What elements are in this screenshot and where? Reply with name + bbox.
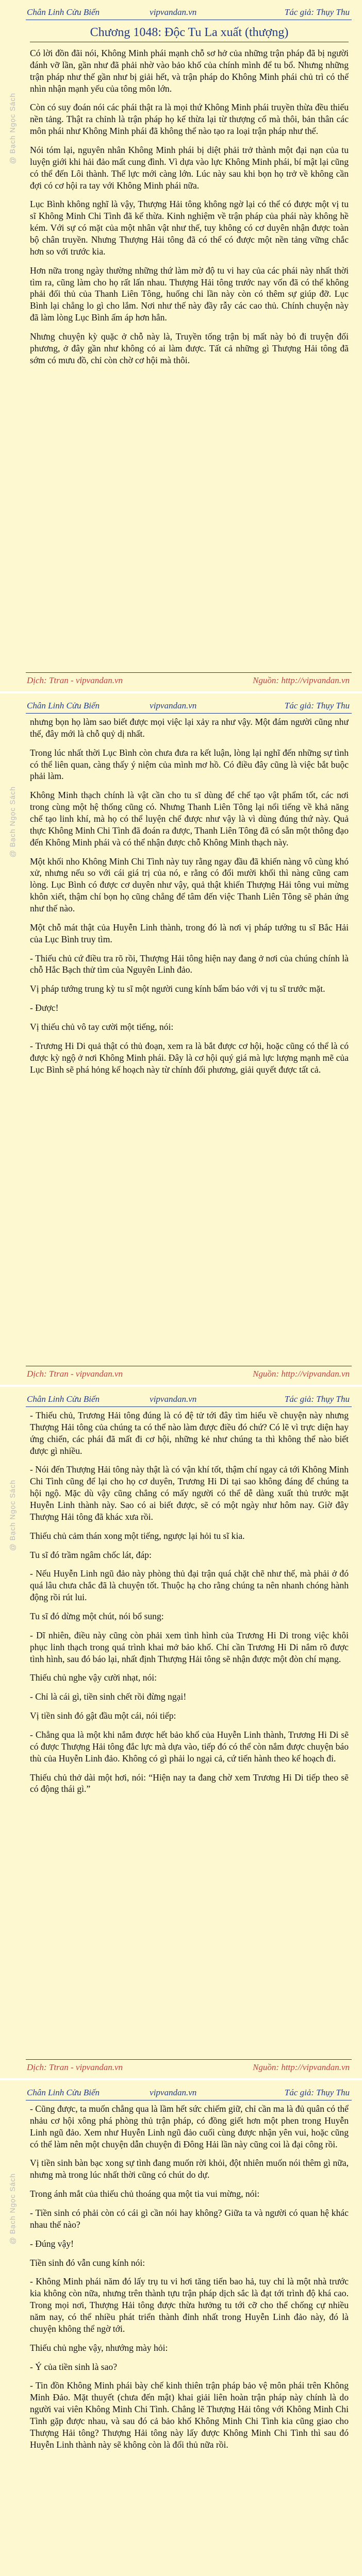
- page-4: [0, 2080, 362, 2576]
- footer-source: Nguồn: http://vipvandan.vn: [253, 2062, 350, 2072]
- header-book-title: Chân Linh Cửu Biến: [27, 7, 100, 17]
- header-author: Tác giả: Thụy Thu: [284, 701, 350, 710]
- paragraph: Một khối nho Không Minh Chi Tình này tuy rằng ngay đầu đã khiến nàng vô cùng khó xử, nhưng nếu so với cái giá trị của nó, e rằng có đổi mười khối thì nàng cũng cam lòng. Lục Bình có được cơ duyên như vậy, quả thật khiến Thượng Hải tông vui mừng khôn xiết, thậm chí bọn họ cũng chẳng để tâm đến việc Thanh Liên Tông sẽ phản ứng như thế nào.: [30, 856, 349, 914]
- paragraph: - Tiền sinh có phải còn có cái gì cần nói hay không? Giữa ta và người có quan hệ khác nhau thế nào?: [30, 2208, 349, 2230]
- watermark-text: @ Bạch Ngọc Sách: [8, 786, 17, 858]
- page-content: [30, 23, 349, 670]
- running-footer: [26, 672, 352, 687]
- watermark-sidebar: [2, 1387, 23, 2078]
- running-header: [26, 1392, 352, 1407]
- footer-source: Nguồn: http://vipvandan.vn: [253, 1369, 350, 1379]
- footer-source: Nguồn: http://vipvandan.vn: [253, 675, 350, 685]
- running-header: [26, 2086, 352, 2100]
- paragraph: Thiếu chủ nghe vậy cười nhạt, nói:: [30, 1672, 157, 1683]
- running-footer: [26, 1366, 352, 1381]
- header-book-title: Chân Linh Cửu Biến: [27, 1394, 100, 1404]
- paragraph: Trong lúc nhất thời Lục Bình còn chưa đưa ra kết luận, lòng lại nghĩ đến những sự tình có thể liên quan, càng thấy ý niệm của mình mơ hồ. Có điều đây cũng là việc bắt buộc phải làm.: [30, 747, 349, 782]
- paragraph: - Không Minh phái năm đó lấy trụ tu vi hơi tăng tiến bao hả, tuy chỉ là một nhà trước kia không còn nữa, nhưng trên thành tựu trận pháp dịch sắc là đạt tới trình độ khá cao. Trong mọi nơi, Thượng Hải tông được thừa hưởng tu tới cỡ cho thể chống cự nhiều năm nay, có thể nhiều phát triển thành đỉnh nhất trong Huyễn Linh đảo này, đó là chuyện không thể ngờ tới.: [30, 2276, 349, 2334]
- watermark-sidebar: [2, 0, 23, 691]
- paragraph: - Nếu Huyễn Linh ngũ đảo này phòng thủ đại trận quá chặt chẽ như thế, mà phải ở đó quá lâu chưa chắc đã là chuyện tốt. Thuộc hạ cho rằng chúng ta nên nhanh chóng hành động rồi rút lui.: [30, 1568, 349, 1603]
- page-content: [30, 2103, 349, 2576]
- paragraph: Có lời đồn đãi nói, Không Minh phái mạnh chỗ sơ hở của những trận pháp đã bị người đánh vỡ lần, gần như đã phải nhờ vào bảo khố của chính mình để tu bổ. Nhưng những trận pháp như thế gần như bị giải hết, và trận pháp do Không Minh phái chủ trì có thế nhìn nhận mạnh yếu của tông môn lớn.: [30, 48, 349, 94]
- paragraph: Hơn nữa trong ngày thường những thứ làm mờ độ tu vi hay của các phái này nhất thời tìm ra, cũng làm cho họ rất lấn nhau. Thượng Hải tông trước nay vốn đã có thể không phải đối thủ của Thanh Liên Tông, huống chi lần này còn có thêm sự giúp đỡ. Lục Bình lại chẳng lo gì cho lắm. Nơi như thế này đầy rẫy các cao thủ. Chính chuyện này đã làm lòng Lục Bình ấm áp hơn hẳn.: [30, 265, 349, 323]
- paragraph: Còn có suy đoán nói các phái thật ra là mọi thứ Không Minh phái truyền thừa đều thiếu nền tảng. Thật ra chỉnh là trận pháp họ kế thừa lại từ thượng cổ mà thôi, bản thân các môn phái như Không Minh phái đã không thể nào tạo ra loại trận pháp như thế.: [30, 102, 349, 137]
- paragraph: Vị tiền sinh đó gật đầu một cái, nói tiếp:: [30, 1710, 176, 1721]
- paragraph: - Đúng vậy!: [30, 2238, 74, 2249]
- footer-translator: Dịch: Ttran - vipvandan.vn: [27, 2062, 123, 2072]
- paragraph: - Tin đồn Không Minh phái bày chế kinh thiên trận pháp bảo vệ môn phái trên Không Minh Đảo. Mặt thuyết (chưa đến mật) khai giải liên hoàn trận pháp này chính là do người vai viên Không Minh Chi Tình. Chẳng lẽ Thượng Hải tông với Không Minh Chi Tình gặp được nhau, và sau đó cả bảo khố Không Minh Chi Tình kia cũng giao cho Thượng Hải tông? Thượng Hải tông này lấy được Không Minh Chi Tình thì sau đó Huyễn Linh thành này sẽ không còn là đối thủ nữa rồi.: [30, 2380, 349, 2450]
- paragraph: Thiếu chủ nghe vậy, nhướng mày hỏi:: [30, 2342, 168, 2353]
- paragraph: Nói tóm lại, nguyên nhân Không Minh phái bị diệt phải trở thành một đại nạn của tu luyện giới khi hải đảo mất cung đình. Vì dựa vào lực Không Minh phái, bí mật lại cũng có thể đến Lôi thành. Thế lực mới càng lớn. Lúc này sau khi bọn họ trở về không cần đợi có cơ hội ra tay với Không Minh phái nữa.: [30, 145, 349, 191]
- header-book-title: Chân Linh Cửu Biến: [27, 2088, 100, 2097]
- chapter-title: Chương 1048: Độc Tu La xuất (thượng): [30, 26, 349, 42]
- page-3: [0, 1387, 362, 2078]
- paragraph: - Dĩ nhiên, điều này cũng còn phải xem tình hình của Trương Hi Di trong việc khôi phục linh thạch trong quá trình khai mở bảo khố. Chỉ cần Trương Hi Di nắm rõ được tình hình, sau đó báo lại, nhất định Thượng Hải tông sẽ nhận được một đòn chí mạng.: [30, 1630, 349, 1664]
- header-author: Tác giả: Thụy Thu: [284, 2088, 350, 2097]
- header-book-title: Chân Linh Cửu Biến: [27, 701, 100, 710]
- paragraph: - Nói đến Thượng Hải tông này thật là có vận khí tốt, thậm chí ngay cả tới Không Minh Chi Tình cũng để lại cho họ cơ duyên, Trương Hi Di tại sao không đáng để chúng ta hội ngộ. Mặc dù vậy cũng chẳng có mấy người có thể dễ dàng xuất thủ trước mặt Huyễn Linh thành này. Sao có ai biết được, sẽ có một ngày như hôm nay. Giờ đây Thượng Hải tông đã khác xưa rồi.: [30, 1464, 349, 1522]
- paragraph: - Trương Hi Di quả thật có thủ đoạn, xem ra là bắt được cơ hội, hoặc cũng có thể là có được kỳ ngộ ở nơi Không Minh phái. Đây là cơ hội quý giá mà lực lượng mạnh mẽ của Lục Bình sẽ phá hỏng kế hoạch này từ chính đối phương, giải quyết được tất cả.: [30, 1040, 349, 1075]
- page-2: [0, 693, 362, 1385]
- header-site: vipvandan.vn: [150, 1394, 197, 1404]
- paragraph: - Chỉ là cái gì, tiền sinh chết rồi đừng ngại!: [30, 1691, 187, 1702]
- paragraph: Nhưng chuyện kỳ quặc ở chỗ này là, Truyền tống trận bị mất này bỏ đi truyện đối phương, ở đây gần như không có ai làm được. Tất cả những gì Thượng Hải tông đã sớm có mưu đồ, chỉ còn chờ cơ hội mà thôi.: [30, 331, 349, 365]
- watermark-sidebar: [2, 2080, 23, 2576]
- paragraph: - Thiếu chủ, Trương Hải tông đúng là có đệ tử tới đây tìm hiểu về chuyện này nhưng Thượng Hải tông của chúng ta có thể nào làm được điều đó chứ? Có lẽ vì trực diện hay ứng chiến, các phái đã mất đi cơ hội, những kẻ như chúng ta thì không thể nào biết được gì nhiều.: [30, 1410, 349, 1456]
- header-author: Tác giả: Thụy Thu: [284, 7, 350, 17]
- running-footer: [26, 2059, 352, 2074]
- watermark-sidebar: [2, 693, 23, 1385]
- page-content: [30, 716, 349, 1363]
- paragraph: Vị pháp tướng trung kỳ tu sĩ một người cung kính bẩm báo với vị tu sĩ trước mặt.: [30, 984, 325, 994]
- paragraph: Tu sĩ đó dừng một chút, nói bổ sung:: [30, 1611, 164, 1622]
- header-author: Tác giả: Thụy Thu: [284, 1394, 350, 1404]
- header-site: vipvandan.vn: [150, 7, 197, 17]
- header-site: vipvandan.vn: [150, 701, 197, 710]
- paragraph: - Thiếu chủ cứ điều tra rõ rồi, Thượng Hải tông hiện nay đang ở nơi của chúng chính là chỗ Hắc Bạch thử tìm của Nguyên Linh đảo.: [30, 953, 349, 975]
- paragraph: nhưng bọn họ làm sao biết được mọi việc lại xảy ra như vậy. Một đám người cũng như thế, đây mới là chỗ quỷ dị nhất.: [30, 717, 349, 739]
- paragraph: Lục Bình không nghĩ là vậy, Thượng Hải tông không ngờ lại có thể có được một vị tu sĩ Không Minh Chi Tình đã kế thừa. Kinh nghiệm về trận pháp của phái này không hề kém. Với sự có mặt của một nhân vật như thế, tuy không có cơ duyên nhận được toàn bộ chân truyền. Nhưng Thượng Hải tông đã có thể có được một nền tảng vững chắc hơn so với trước kia.: [30, 199, 349, 257]
- paragraph: Vị tiền sinh bàn bạc xong sự tình đang muốn rời khỏi, đột nhiên muốn nói thêm gì nữa, nhưng mà trong lúc nhất thời cũng có chút do dự.: [30, 2158, 349, 2180]
- paragraph: Tiền sinh đó vẫn cung kính nói:: [30, 2257, 145, 2268]
- watermark-text: @ Bạch Ngọc Sách: [8, 1480, 17, 1551]
- footer-translator: Dịch: Ttran - vipvandan.vn: [27, 1369, 123, 1379]
- paragraph: Thiếu chủ cảm thán xong một tiếng, ngược lại hỏi tu sĩ kia.: [30, 1530, 245, 1541]
- paragraph: - Cũng được, ta muốn chẳng qua là lầm hết sức chiếm giữ, chỉ cần ma là đủ quân có thể nhảu cơ hội xông phá phòng thủ trận pháp, có đồng giết hơn một phen trong Huyễn Linh ngũ đảo. Xem như Huyễn Linh ngũ đảo cuối cùng được nhận yên vui, hoặc cũng có thể làm nên một chuyện dẫn chuyện đi Đông Hải lần này cũng coi là đại công rồi.: [30, 2104, 349, 2149]
- paragraph: Trong ánh mắt của thiếu chủ thoáng qua một tia vui mừng, nói:: [30, 2189, 260, 2199]
- page-1: [0, 0, 362, 691]
- running-header: [26, 699, 352, 714]
- paragraph: Một chỗ mát thật của Huyễn Linh thành, trong đó là nơi vị pháp tướng tu sĩ Bắc Hải của Lục Bình truy tìm.: [30, 922, 349, 944]
- footer-translator: Dịch: Ttran - vipvandan.vn: [27, 675, 123, 685]
- paragraph: Tu sĩ đó trầm ngâm chốc lát, đáp:: [30, 1549, 152, 1560]
- running-header: [26, 5, 352, 20]
- paragraph: Thiếu chủ thở dài một hơi, nói: “Hiện nay ta đang chờ xem Trương Hi Di tiếp theo sẽ có động thái gì.”: [30, 1772, 349, 1794]
- watermark-text: @ Bạch Ngọc Sách: [8, 2173, 17, 2245]
- watermark-text: @ Bạch Ngọc Sách: [8, 93, 17, 164]
- page-content: [30, 1410, 349, 2057]
- paragraph: - Ý của tiền sinh là sao?: [30, 2361, 118, 2372]
- paragraph: Vị thiếu chủ vô tay cười một tiếng, nói:: [30, 1022, 174, 1032]
- paragraph: - Được!: [30, 1003, 59, 1013]
- header-site: vipvandan.vn: [150, 2088, 197, 2097]
- paragraph: Không Minh thạch chính là vật cần cho tu sĩ dùng để chế tạo vật phẩm tốt, các nơi trong cùng một hệ thống cũng có. Nhưng Thanh Liên Tông lại nổi tiếng về khả năng chế tạo linh khí, mà họ có thể luyện chế được như vậy là vì dùng đúng thứ này. Quả thực Không Minh Chi Tình đã đoán ra được, Thanh Liên Tông đã có sẵn một thông đạo đến Không Minh phái và có thể nhận được chỗ Không Minh thạch này.: [30, 790, 349, 848]
- paragraph: - Chẳng qua là một khi nắm được hết bảo khố của Huyễn Linh thành, Trương Hi Di sẽ có được Thượng Hải tông đắc lực mà dựa vào, tiếp đó có thể còn nắm được chuyện báo thù của Huyễn Linh đảo. Không có gì phải lo ngại cả, cứ tiến hành theo kế hoạch đi.: [30, 1730, 349, 1764]
